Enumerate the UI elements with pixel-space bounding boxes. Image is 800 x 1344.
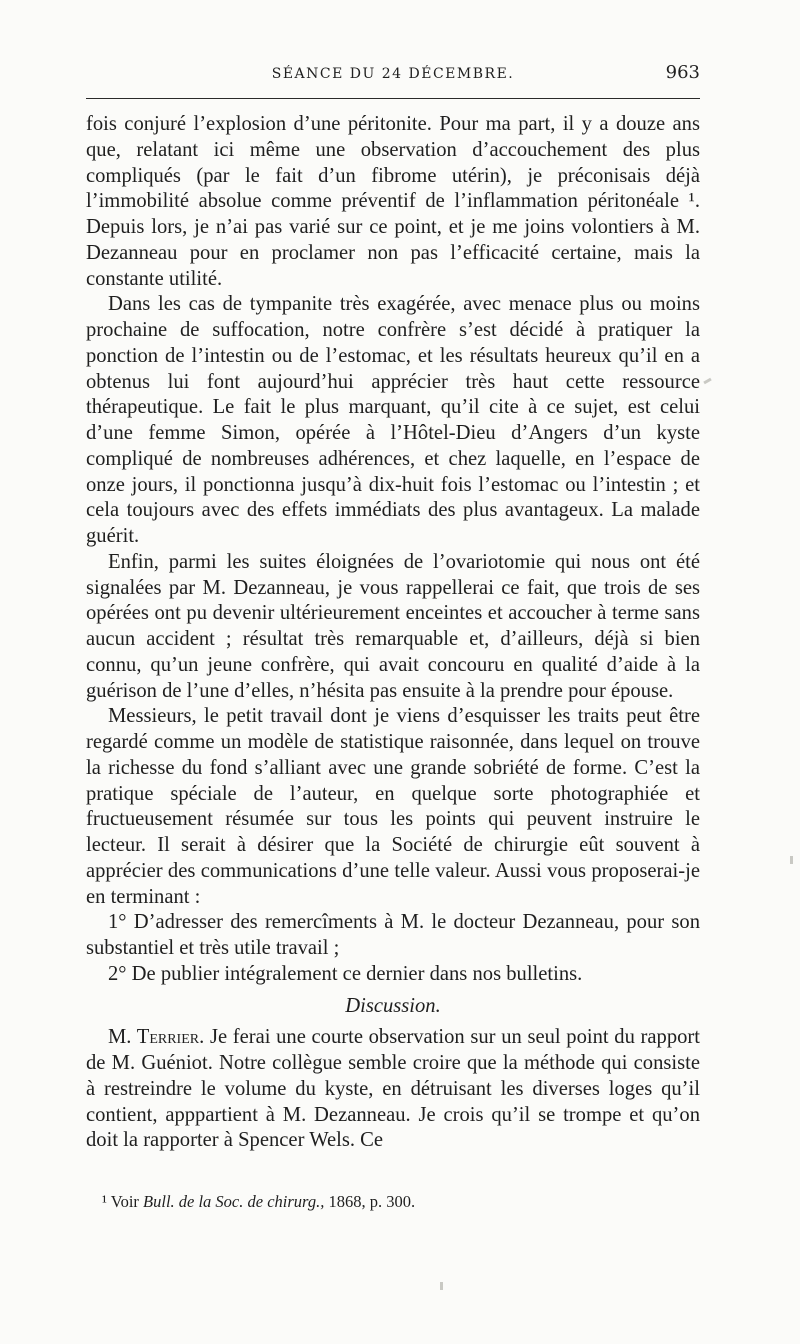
- footnote-text-before: Voir: [110, 1192, 139, 1211]
- footnote-marker: ¹: [102, 1192, 107, 1211]
- page-number: 963: [665, 62, 700, 83]
- body-text: [86, 112, 700, 1154]
- list-item-1: 1° D’adresser des remercîments à M. le docteur Dezanneau, pour son substantiel et très utile travail ;: [86, 911, 700, 959]
- running-title: SÉANCE DU 24 DÉCEMBRE.: [271, 66, 515, 82]
- footnote-citation: Bull. de la Soc. de chirurg.,: [143, 1192, 325, 1211]
- header-rule: [86, 98, 700, 99]
- paragraph-2: Dans les cas de tympanite très exagérée, avec menace plus ou moins prochaine de suffocation, notre confrère s’est décidé à pratiquer la ponction de l’intestin ou de l’estomac, et les résultats heureux qu’il en a obtenus lui font aujourd’hui apprécier très haut cette ressource thérapeutique. Le fait le plus marquant, qu’il cite à ce sujet, est celui d’une femme Simon, opérée à l’Hôtel-Dieu d’Angers d’un kyste compliqué de nombreuses adhérences, et chez laquelle, en l’espace de onze jours, il ponctionna jusqu’à dix-huit fois l’estomac ou l’intestin ; et cela toujours avec des effets immédiats des plus avantageux. La malade guérit.: [86, 293, 700, 547]
- margin-mark: [440, 1282, 443, 1290]
- section-heading: Discussion.: [345, 994, 441, 1017]
- footnote: [102, 1192, 662, 1212]
- page-header: [86, 62, 700, 86]
- margin-mark: [790, 856, 793, 864]
- list-item-2: 2° De publier intégralement ce dernier dans nos bulletins.: [108, 962, 583, 985]
- paragraph-4: Messieurs, le petit travail dont je viens d’esquisser les traits peut être regardé comme un modèle de statistique raisonnée, dans lequel on trouve la richesse du fond s’alliant avec une grande sobriété de forme. C’est la pratique spéciale de l’auteur, en quelque sorte photographiée et fructueusement résumée sur tous les points qui peuvent instruire le lecteur. Il serait à désirer que la Société de chirurgie eût souvent à apprécier des communications d’une telle valeur. Aussi vous proposerai-je en terminant :: [86, 705, 700, 908]
- footnote-text-after: 1868, p. 300.: [328, 1192, 416, 1211]
- speaker-name: M. Terrier.: [108, 1026, 205, 1049]
- discussion-text: Je ferai une courte observation sur un seul point du rapport de M. Guéniot. Notre collègue semble croire que la méthode qui consiste à restreindre le volume du kyste, en détruisant les diverses loges qu’il contient, apppartient à M. Dezanneau. Je crois qu’il se trompe et qu’on doit la rapporter à Spencer Wels. Ce: [86, 1026, 701, 1152]
- margin-mark: [703, 378, 711, 385]
- paragraph-1: fois conjuré l’explosion d’une péritonite. Pour ma part, il y a douze ans que, relatant ici même une observation d’accouchement des plus compliqués (par le fait d’un fibrome utérin), je préconisais déjà l’immobilité absolue comme préventif de l’inflammation péritonéale ¹. Depuis lors, je n’ai pas varié sur ce point, et je me joins volontiers à M. Dezanneau pour en proclamer non pas l’efficacité certaine, mais la constante utilité.: [86, 113, 700, 290]
- paragraph-3: Enfin, parmi les suites éloignées de l’ovariotomie qui nous ont été signalées par M. Dezanneau, je vous rappellerai ce fait, que trois de ses opérées ont pu devenir ultérieurement enceintes et accoucher à terme sans aucun accident ; résultat très remarquable et, d’ailleurs, déjà si bien connu, qu’un jeune confrère, qui avait concouru en qualité d’aide à la guérison de l’une d’elles, n’hésita pas ensuite à la prendre pour épouse.: [86, 550, 700, 702]
- discussion-paragraph: [86, 1025, 700, 1154]
